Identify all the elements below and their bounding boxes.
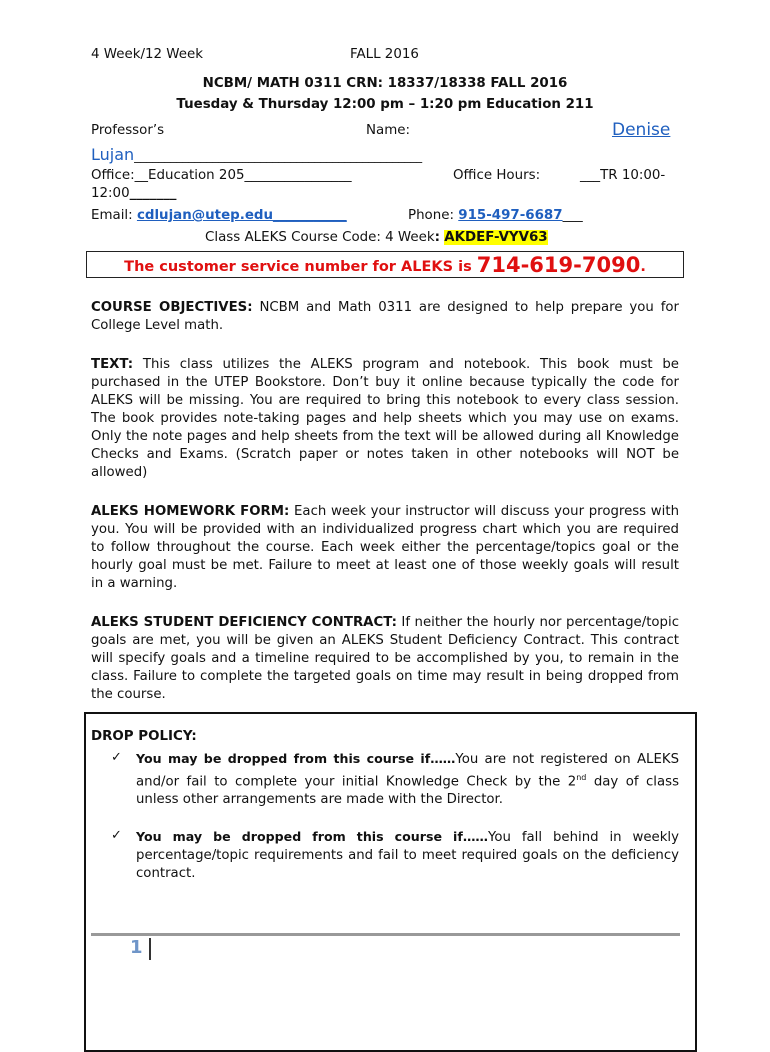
- drop-item-sup: nd: [576, 773, 587, 782]
- text-body: This class utilizes the ALEKS program and notebook. This book must be purchased in the UTEP Bookstore. Don’t buy it online because typically the code for ALEKS will be missing. You are required to bring this notebook to every class session. The book provides note-taking pages and help sheets which you may use on exams. Only the note pages and help sheets from the text will be allowed during all Knowledge Checks and Exams. (Scratch paper or notes taken in other notebooks will NOT be allowed): [91, 357, 679, 480]
- professor-last-name-line: [91, 145, 422, 164]
- drop-item-text: You are not registered on ALEKS and/or fail to complete your initial Knowledge Check by the 2: [136, 752, 680, 790]
- drop-item-text: You fall behind in weekly percentage/topic requirements and fail to meet required goals on the deficiency contract.: [136, 830, 680, 881]
- office-hours-label: Office Hours:: [453, 168, 541, 183]
- phone-number[interactable]: 915-497-6687: [458, 208, 563, 223]
- header-course-length: 4 Week/12 Week: [91, 47, 203, 62]
- customer-service-callout: [86, 251, 684, 278]
- professor-first-name: Denise: [612, 120, 671, 140]
- objectives-text: NCBM and Math 0311 are designed to help prepare you for College Level math.: [91, 300, 679, 333]
- homework-heading: ALEKS HOMEWORK FORM:: [91, 504, 290, 519]
- drop-item-lead: You may be dropped from this course if……: [136, 751, 456, 766]
- email-line: [91, 208, 347, 223]
- course-code-colon: :: [434, 230, 440, 245]
- homework-text: Each week your instructor will discuss your progress with you. You will be provided with an individualized progress chart which you are required to follow throughout the course. Each week either the percentage/topics goal or the hourly goal must be met. Failure to meet at least one of those weekly goals will result in a warning.: [91, 504, 680, 591]
- professor-last-name: Lujan: [91, 145, 135, 164]
- check-icon: ✓: [111, 750, 122, 765]
- office-hours-blank: _______: [129, 186, 177, 201]
- objectives-heading: COURSE OBJECTIVES:: [91, 300, 253, 315]
- drop-policy-item: [136, 750, 679, 809]
- phone-blank: ___: [562, 208, 583, 223]
- office-hours-value: ___TR 10:00-: [580, 168, 666, 183]
- page-number-divider: [149, 938, 151, 960]
- check-icon: ✓: [111, 828, 122, 843]
- text-heading: TEXT:: [91, 357, 134, 372]
- phone-label: Phone:: [408, 208, 454, 223]
- professor-label: Professor’s: [91, 123, 165, 138]
- footer-rule: [91, 933, 680, 936]
- callout-phone-number: 714-619-7090: [476, 253, 641, 277]
- drop-item-lead: You may be dropped from this course if……: [136, 829, 489, 844]
- course-schedule: Tuesday & Thursday 12:00 pm – 1:20 pm Education 211: [176, 97, 594, 112]
- contract-section: [91, 614, 679, 704]
- contract-heading: ALEKS STUDENT DEFICIENCY CONTRACT:: [91, 615, 397, 630]
- page-number: 1: [130, 937, 143, 958]
- course-code-line: [205, 230, 548, 245]
- drop-policy-item: [136, 828, 679, 883]
- office-hours-end-line: [91, 186, 176, 201]
- drop-item-text-end: day of class unless other arrangements are made with the Director.: [136, 774, 679, 808]
- office-label: Office:: [91, 168, 135, 183]
- office-hours-end: 12:00: [91, 186, 130, 201]
- course-objectives: [91, 299, 679, 335]
- email-label: Email:: [91, 208, 133, 223]
- callout-text: The customer service number for ALEKS is: [124, 259, 477, 275]
- drop-policy-heading: DROP POLICY:: [91, 729, 197, 744]
- course-title: NCBM/ MATH 0311 CRN: 18337/18338 FALL 2016: [202, 76, 568, 91]
- text-section: [91, 356, 679, 482]
- email-link[interactable]: cdlujan@utep.edu: [136, 208, 274, 223]
- email-blank: ___________: [273, 208, 347, 223]
- course-code-value: AKDEF-VYV63: [444, 230, 548, 245]
- callout-period: .: [640, 259, 646, 275]
- professor-name-blank: ________________________________________________: [134, 149, 423, 163]
- professor-name-label: Name:: [366, 123, 411, 138]
- header-term: FALL 2016: [350, 47, 419, 62]
- course-code-label: Class ALEKS Course Code: 4 Week: [205, 230, 435, 245]
- contract-text: If neither the hourly nor percentage/topic goals are met, you will be given an ALEKS Student Deficiency Contract. This contract will specify goals and a timeline required to be accomplished by you, to remain in the class. Failure to complete the targeted goals on time may result in being dropped from the course.: [91, 615, 680, 702]
- phone-line: [408, 208, 583, 223]
- homework-section: [91, 503, 679, 593]
- office-line: [91, 168, 352, 183]
- office-value: __Education 205________________: [134, 168, 352, 183]
